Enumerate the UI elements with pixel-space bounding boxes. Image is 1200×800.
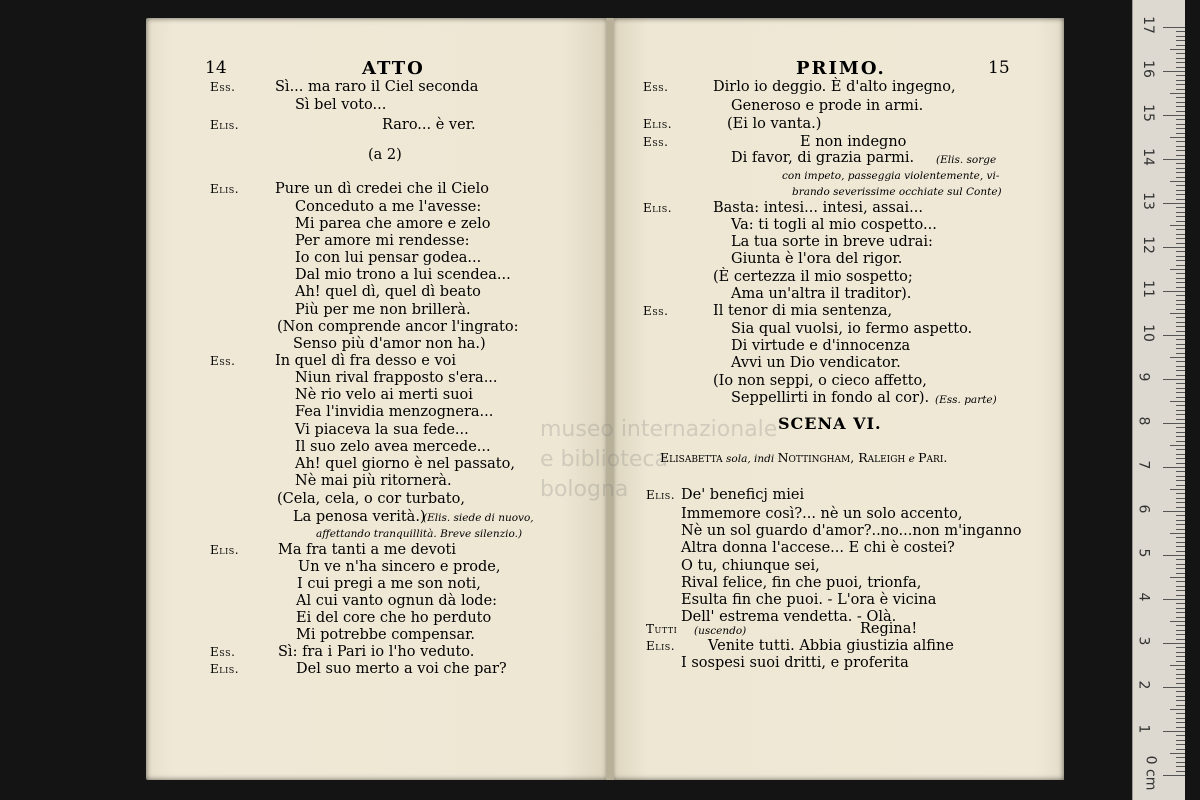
verse-line: Senso più d'amor non ha.) (293, 336, 486, 352)
verse-line: Va: ti togli al mio cospetto... (731, 217, 937, 233)
verse-line: Al cui vanto ognun dà lode: (296, 593, 498, 609)
ruler-number: 7 (1135, 460, 1152, 470)
verse-line: Altra donna l'accese... E chi è costei? (681, 540, 955, 556)
verse-line: (Cela, cela, o cor turbato, (277, 491, 465, 507)
ruler-tick (1176, 31, 1185, 32)
ruler-tick (1176, 300, 1185, 301)
ruler-tick (1176, 617, 1185, 618)
verse-line: Vi piaceva la sua fede... (295, 422, 469, 438)
ruler-tick (1163, 247, 1185, 248)
ruler-tick (1170, 577, 1185, 578)
ruler-tick (1163, 159, 1185, 160)
ruler-tick (1163, 467, 1185, 468)
verse-line: Il suo zelo avea mercede... (295, 439, 491, 455)
cast-text: Elisabetta (660, 450, 723, 465)
verse-line: Nè mai più ritornerà. (295, 473, 452, 489)
ruler-tick (1176, 295, 1185, 296)
ruler-tick (1176, 603, 1185, 604)
ruler-tick (1176, 67, 1185, 68)
ruler-tick (1176, 317, 1185, 318)
ruler-tick (1176, 58, 1185, 59)
ruler-tick (1176, 612, 1185, 613)
speaker-label: Elis. (210, 118, 240, 132)
stage-direction: (Ess. parte) (935, 394, 997, 406)
verse-line: Sì... ma raro il Ciel seconda (275, 79, 479, 95)
verse-line: Un ve n'ha sincero e prode, (298, 559, 501, 575)
ruler-tick (1176, 146, 1185, 147)
verse-line: Esulta fin che puoi. - L'ora è vicina (681, 592, 937, 608)
verse-line: Seppellirti in fondo al cor). (731, 390, 930, 406)
ruler-tick (1176, 410, 1185, 411)
ruler-tick (1176, 102, 1185, 103)
speaker-label: Elis. (210, 182, 240, 196)
ruler-number: 4 (1135, 592, 1152, 602)
speaker-label: Tutti (646, 622, 678, 636)
verse-line: Dell' estrema vendetta. - Olà. (681, 609, 897, 625)
speaker-label: Elis. (210, 662, 240, 676)
verse-line: O tu, chiunque sei, (681, 558, 820, 574)
ruler-tick (1176, 361, 1185, 362)
ruler-tick (1176, 304, 1185, 305)
ruler-tick (1176, 458, 1185, 459)
ruler-tick (1176, 537, 1185, 538)
verse-line: Ah! quel giorno è nel passato, (295, 456, 515, 472)
verse-line: Generoso e prode in armi. (731, 98, 924, 114)
cast-text: Nottingham, Raleigh (777, 450, 906, 465)
ruler-tick (1176, 573, 1185, 574)
ruler-tick (1176, 542, 1185, 543)
verse-line: Niun rival frapposto s'era... (295, 370, 498, 386)
ruler-tick (1176, 207, 1185, 208)
ruler-tick (1176, 353, 1185, 354)
ruler-tick (1176, 476, 1185, 477)
verse-line: La penosa verità.) (293, 509, 426, 525)
ruler-tick (1163, 71, 1185, 72)
verse-line: (Io non seppi, o cieco affetto, (713, 373, 927, 389)
verse-line: Sia qual vuolsi, io fermo aspetto. (731, 321, 973, 337)
ruler-tick (1176, 45, 1185, 46)
ruler-tick (1176, 524, 1185, 525)
ruler-number: 6 (1135, 504, 1152, 514)
ruler-tick (1163, 511, 1185, 512)
ruler-tick (1176, 366, 1185, 367)
ruler-tick (1176, 757, 1185, 758)
ruler-tick (1176, 740, 1185, 741)
ruler-tick (1176, 89, 1185, 90)
ruler-tick (1176, 529, 1185, 530)
verse-line: Immemore così?... nè un solo accento, (681, 506, 963, 522)
ruler-tick (1176, 480, 1185, 481)
verse-line: La tua sorte in breve udrai: (731, 234, 933, 250)
scene-title: SCENA VI. (778, 414, 882, 433)
ruler-tick (1170, 357, 1185, 358)
cast-text: sola, indi (722, 453, 778, 465)
ruler-tick (1176, 608, 1185, 609)
book-gutter (606, 18, 614, 780)
ruler-tick (1176, 634, 1185, 635)
ruler-tick (1176, 749, 1185, 750)
ruler-tick (1176, 705, 1185, 706)
ruler-tick (1176, 251, 1185, 252)
ruler-tick (1170, 489, 1185, 490)
ruler-tick (1176, 370, 1185, 371)
ruler-tick (1176, 727, 1185, 728)
ruler-tick (1163, 27, 1185, 28)
ruler-tick (1176, 661, 1185, 662)
verse-line: Sì: fra i Pari io l'ho veduto. (278, 644, 475, 660)
ruler-tick (1176, 190, 1185, 191)
stage-direction: (uscendo) (694, 625, 747, 637)
ruler-tick (1163, 775, 1185, 776)
ruler-tick (1176, 639, 1185, 640)
ruler-tick (1176, 212, 1185, 213)
verse-line: I cui pregi a me son noti, (297, 576, 481, 592)
verse-line: Dal mio trono a lui scendea... (295, 267, 511, 283)
ruler-number: 0 cm (1142, 755, 1159, 791)
ruler-tick (1176, 683, 1185, 684)
ruler-tick (1176, 106, 1185, 107)
ruler-tick (1163, 335, 1185, 336)
ruler-tick (1163, 643, 1185, 644)
ruler-tick (1176, 397, 1185, 398)
ruler-tick (1170, 225, 1185, 226)
ruler-tick (1176, 762, 1185, 763)
ruler-tick (1170, 181, 1185, 182)
verse-line: Raro... è ver. (382, 117, 476, 133)
verse-line: Ah! quel dì, quel dì beato (295, 284, 481, 300)
ruler-tick (1170, 445, 1185, 446)
ruler-tick (1176, 678, 1185, 679)
speaker-label: Elis. (210, 543, 240, 557)
ruler-tick (1163, 423, 1185, 424)
ruler-number: 10 (1139, 324, 1156, 342)
watermark-line: e biblioteca (540, 447, 668, 472)
ruler-tick (1176, 564, 1185, 565)
verse-line: I sospesi suoi dritti, e proferita (681, 655, 909, 671)
ruler-tick (1176, 771, 1185, 772)
ruler-tick (1176, 348, 1185, 349)
ruler-tick (1176, 595, 1185, 596)
ruler-tick (1176, 405, 1185, 406)
ruler-tick (1176, 766, 1185, 767)
ruler-tick (1176, 163, 1185, 164)
speaker-label: Ess. (643, 80, 669, 94)
ruler-tick (1176, 551, 1185, 552)
measurement-ruler (1132, 0, 1185, 800)
speaker-label: Ess. (643, 135, 669, 149)
ruler-tick (1176, 40, 1185, 41)
ruler-tick (1163, 731, 1185, 732)
ruler-tick (1176, 568, 1185, 569)
verse-line: Io con lui pensar godea... (295, 250, 482, 266)
ruler-tick (1176, 53, 1185, 54)
ruler-tick (1170, 401, 1185, 402)
ruler-number: 17 (1139, 16, 1156, 34)
speaker-label: Ess. (210, 645, 236, 659)
ruler-tick (1163, 555, 1185, 556)
ruler-tick (1170, 93, 1185, 94)
ruler-tick (1170, 753, 1185, 754)
speaker-label: Elis. (646, 488, 676, 502)
ruler-tick (1163, 115, 1185, 116)
verse-line: Il tenor di mia sentenza, (713, 303, 893, 319)
verse-line: Ei del core che ho perduto (296, 610, 492, 626)
ruler-tick (1176, 520, 1185, 521)
ruler-tick (1176, 383, 1185, 384)
ruler-tick (1176, 229, 1185, 230)
ruler-tick (1176, 498, 1185, 499)
verse-line: Basta: intesi... intesi, assai... (713, 200, 923, 216)
ruler-tick (1176, 133, 1185, 134)
ruler-number: 8 (1135, 416, 1152, 426)
verse-line: Avvi un Dio vendicator. (731, 355, 901, 371)
watermark-line: bologna (540, 477, 629, 502)
ruler-tick (1163, 203, 1185, 204)
verse-line: Venite tutti. Abbia giustizia alfine (708, 638, 954, 654)
ruler-tick (1176, 216, 1185, 217)
ruler-tick (1176, 392, 1185, 393)
ruler-tick (1170, 49, 1185, 50)
page-number: 15 (988, 58, 1010, 78)
ruler-tick (1176, 581, 1185, 582)
ruler-tick (1176, 221, 1185, 222)
speaker-label: Ess. (210, 80, 236, 94)
ruler-number: 9 (1135, 372, 1152, 382)
verse-line: Pure un dì credei che il Cielo (275, 181, 489, 197)
ruler-number: 2 (1135, 680, 1152, 690)
verse-line: Regina! (860, 621, 918, 637)
ruler-number: 1 (1135, 724, 1152, 734)
ruler-tick (1176, 128, 1185, 129)
ruler-tick (1176, 238, 1185, 239)
verse-line: Fea l'invidia menzognera... (295, 404, 494, 420)
ruler-number: 15 (1139, 104, 1156, 122)
speaker-label: Ess. (210, 354, 236, 368)
ruler-tick (1176, 691, 1185, 692)
page-header: PRIMO. (796, 58, 886, 79)
ruler-tick (1176, 630, 1185, 631)
verse-line: (a 2) (368, 147, 402, 163)
ruler-tick (1176, 172, 1185, 173)
ruler-tick (1176, 194, 1185, 195)
ruler-tick (1176, 722, 1185, 723)
ruler-tick (1176, 700, 1185, 701)
ruler-tick (1176, 546, 1185, 547)
verse-line: E non indegno (800, 134, 907, 150)
page-header: ATTO (362, 58, 425, 79)
ruler-tick (1176, 590, 1185, 591)
verse-line: Ma fra tanti a me devoti (278, 542, 456, 558)
ruler-tick (1176, 493, 1185, 494)
ruler-number: 11 (1139, 280, 1156, 298)
ruler-tick (1176, 243, 1185, 244)
ruler-tick (1176, 485, 1185, 486)
ruler-tick (1176, 454, 1185, 455)
ruler-tick (1176, 674, 1185, 675)
ruler-tick (1176, 427, 1185, 428)
ruler-tick (1176, 97, 1185, 98)
ruler-tick (1176, 150, 1185, 151)
verse-line: Per amore mi rendesse: (295, 233, 470, 249)
ruler-number: 13 (1139, 192, 1156, 210)
ruler-tick (1176, 80, 1185, 81)
ruler-tick (1176, 656, 1185, 657)
verse-line: Più per me non brillerà. (295, 302, 471, 318)
ruler-tick (1176, 75, 1185, 76)
verse-line: Ama un'altra il traditor). (731, 286, 912, 302)
ruler-number: 3 (1135, 636, 1152, 646)
ruler-tick (1176, 414, 1185, 415)
ruler-tick (1176, 260, 1185, 261)
ruler-tick (1176, 119, 1185, 120)
verse-line: (Non comprende ancor l'ingrato: (277, 319, 519, 335)
ruler-tick (1176, 287, 1185, 288)
ruler-tick (1176, 177, 1185, 178)
ruler-tick (1176, 647, 1185, 648)
ruler-tick (1170, 269, 1185, 270)
ruler-tick (1176, 278, 1185, 279)
stage-direction: (Elis. siede di nuovo, (423, 512, 534, 524)
ruler-tick (1176, 625, 1185, 626)
verse-line: Giunta è l'ora del rigor. (731, 251, 903, 267)
ruler-tick (1176, 586, 1185, 587)
speaker-label: Elis. (646, 639, 676, 653)
ruler-tick (1176, 339, 1185, 340)
ruler-tick (1176, 718, 1185, 719)
ruler-tick (1176, 419, 1185, 420)
verse-line: Di favor, di grazia parmi. (731, 150, 915, 166)
ruler-tick (1176, 652, 1185, 653)
ruler-tick (1176, 282, 1185, 283)
ruler-tick (1176, 515, 1185, 516)
ruler-tick (1176, 463, 1185, 464)
ruler-number: 5 (1135, 548, 1152, 558)
ruler-tick (1176, 265, 1185, 266)
verse-line: Del suo merto a voi che par? (296, 661, 507, 677)
stage-direction: con impeto, passeggia violentemente, vi- (782, 170, 1000, 182)
ruler-tick (1170, 665, 1185, 666)
verse-line: Nè un sol guardo d'amor?..no...non m'inganno (681, 523, 1022, 539)
ruler-tick (1176, 185, 1185, 186)
ruler-tick (1176, 441, 1185, 442)
verse-line: Mi potrebbe compensar. (296, 627, 476, 643)
ruler-tick (1176, 36, 1185, 37)
ruler-tick (1176, 735, 1185, 736)
cast-line (660, 450, 947, 465)
stage-direction: brando severissime occhiate sul Conte) (792, 186, 1002, 198)
ruler-tick (1176, 155, 1185, 156)
ruler-tick (1176, 507, 1185, 508)
ruler-number: 12 (1139, 236, 1156, 254)
ruler-tick (1176, 141, 1185, 142)
verse-line: In quel dì fra desso e voi (275, 353, 457, 369)
ruler-tick (1170, 621, 1185, 622)
ruler-number: 16 (1139, 60, 1156, 78)
ruler-tick (1176, 273, 1185, 274)
verse-line: Nè rio velo ai merti suoi (295, 387, 473, 403)
ruler-tick (1176, 436, 1185, 437)
verse-line: (È certezza il mio sospetto; (713, 269, 913, 285)
ruler-tick (1176, 713, 1185, 714)
cast-text: e (905, 453, 919, 465)
ruler-tick (1176, 234, 1185, 235)
speaker-label: Elis. (643, 201, 673, 215)
ruler-number: 14 (1139, 148, 1156, 166)
ruler-tick (1176, 344, 1185, 345)
ruler-tick (1176, 388, 1185, 389)
ruler-tick (1176, 449, 1185, 450)
ruler-tick (1176, 199, 1185, 200)
ruler-tick (1170, 709, 1185, 710)
ruler-tick (1163, 687, 1185, 688)
cast-text: Pari. (918, 450, 948, 465)
verse-line: Rival felice, fin che puoi, trionfa, (681, 575, 922, 591)
ruler-tick (1176, 471, 1185, 472)
speaker-label: Elis. (643, 117, 673, 131)
verse-line: (Ei lo vanta.) (727, 116, 822, 132)
watermark-line: museo internazionale (540, 417, 778, 442)
ruler-tick (1176, 168, 1185, 169)
ruler-tick (1176, 669, 1185, 670)
ruler-tick (1176, 124, 1185, 125)
verse-line: Conceduto a me l'avesse: (295, 199, 482, 215)
ruler-tick (1176, 62, 1185, 63)
ruler-tick (1176, 84, 1185, 85)
speaker-label: Ess. (643, 304, 669, 318)
ruler-tick (1176, 432, 1185, 433)
ruler-tick (1163, 599, 1185, 600)
stage-direction: (Elis. sorge (936, 154, 997, 166)
stage-direction: affettando tranquillità. Breve silenzio.) (316, 528, 523, 540)
ruler-tick (1176, 502, 1185, 503)
ruler-tick (1163, 291, 1185, 292)
verse-line: De' beneficj miei (681, 487, 805, 503)
ruler-tick (1170, 137, 1185, 138)
ruler-tick (1176, 256, 1185, 257)
ruler-tick (1176, 322, 1185, 323)
ruler-tick (1176, 326, 1185, 327)
ruler-tick (1176, 744, 1185, 745)
verse-line: Mi parea che amore e zelo (295, 216, 491, 232)
ruler-tick (1176, 309, 1185, 310)
ruler-tick (1170, 533, 1185, 534)
ruler-tick (1176, 375, 1185, 376)
ruler-tick (1163, 379, 1185, 380)
verse-line: Dirlo io deggio. È d'alto ingegno, (713, 79, 956, 95)
page-number: 14 (205, 58, 227, 78)
ruler-tick (1176, 111, 1185, 112)
ruler-tick (1176, 696, 1185, 697)
verse-line: Di virtude e d'innocenza (731, 338, 911, 354)
verse-line: Sì bel voto... (295, 97, 387, 113)
ruler-tick (1170, 313, 1185, 314)
ruler-tick (1176, 331, 1185, 332)
ruler-tick (1176, 559, 1185, 560)
